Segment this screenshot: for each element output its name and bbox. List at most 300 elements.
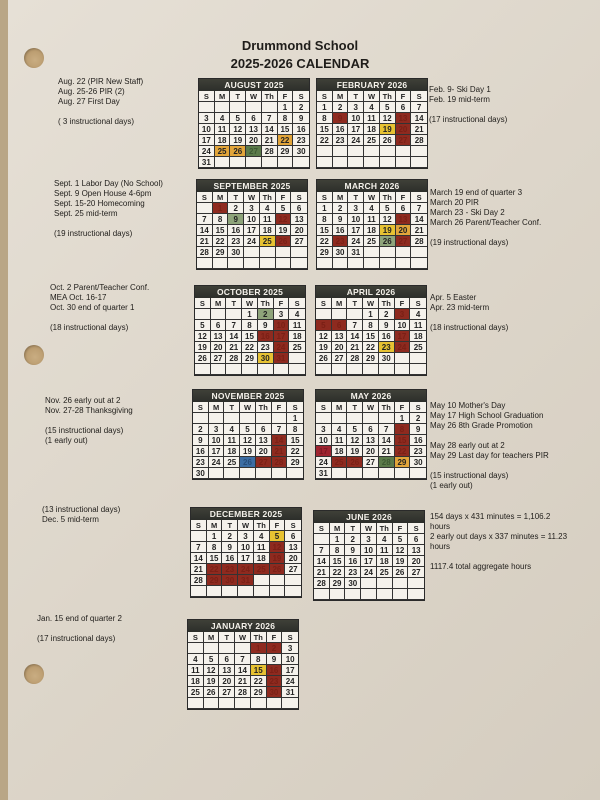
month-title: SEPTEMBER 2025 xyxy=(197,180,307,192)
notes-jun xyxy=(430,512,567,572)
note-line: Apr. 23 mid-term xyxy=(430,303,490,312)
day-cell: 9 xyxy=(410,424,426,435)
day-cell: 23 xyxy=(333,135,349,146)
day-cell: 30 xyxy=(228,247,244,258)
empty-cell xyxy=(333,258,349,269)
day-cell: 13 xyxy=(396,113,412,124)
day-cell: 29 xyxy=(363,353,379,364)
weekday-header: M xyxy=(211,298,227,309)
day-cell: 29 xyxy=(251,687,267,698)
day-cell: 19 xyxy=(276,225,292,236)
day-cell: 24 xyxy=(244,236,260,247)
day-cell: 15 xyxy=(207,553,223,564)
note-line: 2 early out days x 337 minutes = 11.23 xyxy=(430,532,568,541)
calendar-feb xyxy=(316,78,428,169)
note-line: Feb. 19 mid-term xyxy=(429,95,490,104)
day-cell: 12 xyxy=(316,331,332,342)
day-cell: 18 xyxy=(410,331,426,342)
day-cell: 26 xyxy=(195,353,211,364)
day-cell: 23 xyxy=(345,567,361,578)
empty-cell xyxy=(224,413,240,424)
day-cell: 9 xyxy=(345,545,361,556)
day-cell: 3 xyxy=(395,309,411,320)
day-cell: 28 xyxy=(314,578,330,589)
empty-cell xyxy=(380,247,396,258)
day-cell: 16 xyxy=(258,331,274,342)
empty-cell xyxy=(274,364,290,375)
weekday-header: F xyxy=(395,402,411,413)
empty-cell xyxy=(408,578,424,589)
month-title: MARCH 2026 xyxy=(317,180,427,192)
day-cell: 21 xyxy=(411,225,427,236)
empty-cell xyxy=(293,157,309,168)
day-cell: 12 xyxy=(347,435,363,446)
day-cell: 15 xyxy=(213,225,229,236)
weekday-header: W xyxy=(363,402,379,413)
empty-cell xyxy=(317,157,333,168)
day-cell: 21 xyxy=(197,236,213,247)
empty-cell xyxy=(238,586,254,597)
day-cell: 6 xyxy=(396,203,412,214)
day-cell: 21 xyxy=(235,676,251,687)
empty-cell xyxy=(207,586,223,597)
day-cell: 12 xyxy=(276,214,292,225)
day-cell: 31 xyxy=(274,353,290,364)
day-cell: 28 xyxy=(262,146,278,157)
calendar-may xyxy=(315,389,427,480)
weekday-header: W xyxy=(364,192,380,203)
month-title: DECEMBER 2025 xyxy=(191,508,301,520)
weekday-header: F xyxy=(274,298,290,309)
weekday-header: S xyxy=(411,192,427,203)
empty-cell xyxy=(314,534,330,545)
empty-cell xyxy=(364,146,380,157)
weekday-header: S xyxy=(314,523,330,534)
empty-cell xyxy=(380,146,396,157)
day-cell: 20 xyxy=(291,225,307,236)
day-cell: 18 xyxy=(289,331,305,342)
day-cell: 24 xyxy=(274,342,290,353)
empty-cell xyxy=(197,258,213,269)
day-cell: 28 xyxy=(411,135,427,146)
day-cell: 9 xyxy=(293,113,309,124)
day-cell: 1 xyxy=(330,534,346,545)
day-cell: 20 xyxy=(363,446,379,457)
weekday-header: W xyxy=(238,520,254,531)
day-cell: 13 xyxy=(396,214,412,225)
day-cell: 31 xyxy=(199,157,215,168)
day-cell: 30 xyxy=(379,353,395,364)
day-cell: 16 xyxy=(333,124,349,135)
day-cell: 23 xyxy=(228,236,244,247)
day-cell: 7 xyxy=(379,424,395,435)
day-cell: 20 xyxy=(256,446,272,457)
calendar-apr xyxy=(315,285,427,376)
note-line: May 26 8th Grade Promotion xyxy=(430,421,533,430)
day-cell: 6 xyxy=(246,113,262,124)
day-cell: 8 xyxy=(363,320,379,331)
day-cell: 13 xyxy=(256,435,272,446)
day-cell: 13 xyxy=(291,214,307,225)
day-cell: 16 xyxy=(410,435,426,446)
day-cell: 7 xyxy=(411,102,427,113)
notes-nov xyxy=(45,396,133,446)
empty-cell xyxy=(330,589,346,600)
day-cell: 16 xyxy=(267,665,283,676)
day-cell: 29 xyxy=(207,575,223,586)
empty-cell xyxy=(219,698,235,709)
day-cell: 16 xyxy=(333,225,349,236)
day-cell: 8 xyxy=(330,545,346,556)
day-cell: 2 xyxy=(333,102,349,113)
day-cell: 24 xyxy=(361,567,377,578)
note-line: 1117.4 total aggregate hours xyxy=(430,562,532,571)
note-line xyxy=(58,107,143,117)
day-cell: 30 xyxy=(345,578,361,589)
weekday-header: Th xyxy=(379,298,395,309)
calendar-mar xyxy=(316,179,428,270)
day-cell: 10 xyxy=(361,545,377,556)
day-cell: 22 xyxy=(251,676,267,687)
day-grid xyxy=(316,298,426,375)
empty-cell xyxy=(242,364,258,375)
weekday-header: S xyxy=(316,298,332,309)
day-cell: 6 xyxy=(285,531,301,542)
empty-cell xyxy=(316,309,332,320)
note-line: Jan. 15 end of quarter 2 xyxy=(37,614,122,623)
day-cell: 9 xyxy=(222,542,238,553)
weekday-header: T xyxy=(224,402,240,413)
day-cell: 6 xyxy=(332,320,348,331)
day-cell: 25 xyxy=(254,564,270,575)
day-cell: 10 xyxy=(199,124,215,135)
day-cell: 22 xyxy=(242,342,258,353)
day-cell: 22 xyxy=(287,446,303,457)
empty-cell xyxy=(411,258,427,269)
day-cell: 26 xyxy=(380,135,396,146)
calendar-jun xyxy=(313,510,425,601)
empty-cell xyxy=(240,413,256,424)
empty-cell xyxy=(408,589,424,600)
notes-dec xyxy=(42,505,120,525)
note-line: (18 instructional days) xyxy=(430,323,509,332)
day-cell: 5 xyxy=(230,113,246,124)
calendar-nov xyxy=(192,389,304,480)
day-cell: 23 xyxy=(410,446,426,457)
empty-cell xyxy=(287,468,303,479)
note-line xyxy=(430,431,549,441)
note-line: (13 instructional days) xyxy=(42,505,121,514)
day-cell: 22 xyxy=(213,236,229,247)
day-cell: 4 xyxy=(289,309,305,320)
empty-cell xyxy=(246,157,262,168)
day-cell: 8 xyxy=(213,214,229,225)
day-cell: 4 xyxy=(377,534,393,545)
day-cell: 7 xyxy=(191,542,207,553)
day-cell: 28 xyxy=(226,353,242,364)
day-cell: 6 xyxy=(256,424,272,435)
day-cell: 23 xyxy=(379,342,395,353)
empty-cell xyxy=(215,157,231,168)
weekday-header: M xyxy=(215,91,231,102)
day-cell: 6 xyxy=(363,424,379,435)
day-cell: 7 xyxy=(314,545,330,556)
day-cell: 3 xyxy=(209,424,225,435)
empty-cell xyxy=(285,575,301,586)
weekday-header: Th xyxy=(258,298,274,309)
empty-cell xyxy=(396,157,412,168)
day-grid xyxy=(199,91,309,168)
day-cell: 2 xyxy=(333,203,349,214)
empty-cell xyxy=(317,258,333,269)
note-line: ( 3 instructional days) xyxy=(58,117,135,126)
notes-aug xyxy=(58,77,143,127)
empty-cell xyxy=(347,309,363,320)
empty-cell xyxy=(251,698,267,709)
weekday-header: S xyxy=(316,402,332,413)
day-cell: 18 xyxy=(377,556,393,567)
day-cell: 26 xyxy=(270,564,286,575)
weekday-header: T xyxy=(347,298,363,309)
empty-cell xyxy=(291,258,307,269)
empty-cell xyxy=(289,364,305,375)
day-cell: 28 xyxy=(411,236,427,247)
day-cell: 11 xyxy=(260,214,276,225)
day-cell: 2 xyxy=(293,102,309,113)
note-line: 154 days x 431 minutes = 1,106.2 xyxy=(430,512,551,521)
weekday-header: W xyxy=(361,523,377,534)
month-title: FEBRUARY 2026 xyxy=(317,79,427,91)
empty-cell xyxy=(395,364,411,375)
day-cell: 23 xyxy=(222,564,238,575)
day-cell: 10 xyxy=(316,435,332,446)
note-line: (15 instructional days) xyxy=(430,471,509,480)
note-line: Apr. 5 Easter xyxy=(430,293,477,302)
day-cell: 21 xyxy=(191,564,207,575)
empty-cell xyxy=(363,468,379,479)
day-cell: 18 xyxy=(260,225,276,236)
day-cell: 2 xyxy=(222,531,238,542)
day-cell: 20 xyxy=(285,553,301,564)
empty-cell xyxy=(215,102,231,113)
day-cell: 15 xyxy=(242,331,258,342)
calendar-title: 2025-2026 CALENDAR xyxy=(230,56,370,71)
weekday-header: S xyxy=(317,192,333,203)
day-cell: 31 xyxy=(282,687,298,698)
weekday-header: T xyxy=(230,91,246,102)
empty-cell xyxy=(226,364,242,375)
day-cell: 17 xyxy=(238,553,254,564)
weekday-header: W xyxy=(244,192,260,203)
day-cell: 10 xyxy=(282,654,298,665)
day-cell: 8 xyxy=(287,424,303,435)
day-cell: 3 xyxy=(274,309,290,320)
weekday-header: S xyxy=(191,520,207,531)
day-cell: 11 xyxy=(289,320,305,331)
day-cell: 31 xyxy=(316,468,332,479)
day-cell: 9 xyxy=(333,113,349,124)
empty-cell xyxy=(285,586,301,597)
empty-cell xyxy=(377,578,393,589)
day-cell: 3 xyxy=(199,113,215,124)
empty-cell xyxy=(380,258,396,269)
day-cell: 3 xyxy=(282,643,298,654)
month-title: JANUARY 2026 xyxy=(188,620,298,632)
notes-may xyxy=(430,401,549,491)
day-cell: 4 xyxy=(364,102,380,113)
day-cell: 1 xyxy=(251,643,267,654)
weekday-header: Th xyxy=(377,523,393,534)
day-cell: 17 xyxy=(316,446,332,457)
day-cell: 5 xyxy=(380,203,396,214)
day-cell: 1 xyxy=(207,531,223,542)
day-cell: 5 xyxy=(240,424,256,435)
day-cell: 25 xyxy=(188,687,204,698)
empty-cell xyxy=(410,353,426,364)
empty-cell xyxy=(291,247,307,258)
weekday-header: F xyxy=(396,91,412,102)
day-cell: 1 xyxy=(363,309,379,320)
notes-jan xyxy=(37,614,122,644)
weekday-header: T xyxy=(347,402,363,413)
day-cell: 28 xyxy=(191,575,207,586)
day-cell: 11 xyxy=(332,435,348,446)
empty-cell xyxy=(377,589,393,600)
day-cell: 27 xyxy=(285,564,301,575)
day-cell: 17 xyxy=(395,331,411,342)
weekday-header: W xyxy=(364,91,380,102)
day-grid xyxy=(317,192,427,269)
day-cell: 26 xyxy=(380,236,396,247)
weekday-header: Th xyxy=(380,91,396,102)
empty-cell xyxy=(235,643,251,654)
empty-cell xyxy=(410,468,426,479)
day-cell: 18 xyxy=(332,446,348,457)
day-cell: 1 xyxy=(317,102,333,113)
weekday-header: S xyxy=(411,91,427,102)
day-cell: 7 xyxy=(272,424,288,435)
note-line: Nov. 26 early out at 2 xyxy=(45,396,121,405)
weekday-header: T xyxy=(348,91,364,102)
day-grid xyxy=(197,192,307,269)
day-cell: 4 xyxy=(188,654,204,665)
day-cell: 10 xyxy=(238,542,254,553)
day-cell: 10 xyxy=(274,320,290,331)
day-cell: 26 xyxy=(393,567,409,578)
empty-cell xyxy=(332,309,348,320)
day-cell: 4 xyxy=(254,531,270,542)
calendar-dec xyxy=(190,507,302,598)
empty-cell xyxy=(262,157,278,168)
day-cell: 18 xyxy=(364,225,380,236)
day-cell: 7 xyxy=(262,113,278,124)
day-cell: 23 xyxy=(267,676,283,687)
weekday-header: W xyxy=(242,298,258,309)
day-cell: 12 xyxy=(204,665,220,676)
month-title: APRIL 2026 xyxy=(316,286,426,298)
day-cell: 11 xyxy=(364,214,380,225)
weekday-header: S xyxy=(282,632,298,643)
day-cell: 13 xyxy=(211,331,227,342)
empty-cell xyxy=(276,247,292,258)
day-grid xyxy=(195,298,305,375)
note-line: Aug. 25-26 PIR (2) xyxy=(58,87,125,96)
day-cell: 8 xyxy=(317,113,333,124)
day-cell: 12 xyxy=(230,124,246,135)
empty-cell xyxy=(270,575,286,586)
day-cell: 23 xyxy=(193,457,209,468)
day-cell: 11 xyxy=(188,665,204,676)
empty-cell xyxy=(289,353,305,364)
day-cell: 1 xyxy=(317,203,333,214)
empty-cell xyxy=(348,146,364,157)
day-cell: 18 xyxy=(215,135,231,146)
day-cell: 18 xyxy=(254,553,270,564)
day-grid xyxy=(188,632,298,709)
day-cell: 30 xyxy=(333,247,349,258)
weekday-header: M xyxy=(204,632,220,643)
weekday-header: M xyxy=(213,192,229,203)
empty-cell xyxy=(213,258,229,269)
day-cell: 17 xyxy=(282,665,298,676)
day-cell: 24 xyxy=(199,146,215,157)
binder-hole-middle xyxy=(24,345,44,365)
day-cell: 9 xyxy=(267,654,283,665)
day-cell: 14 xyxy=(197,225,213,236)
note-line: Aug. 27 First Day xyxy=(58,97,120,106)
day-cell: 5 xyxy=(393,534,409,545)
note-line: May 10 Mother's Day xyxy=(430,401,506,410)
day-cell: 7 xyxy=(235,654,251,665)
day-cell: 17 xyxy=(209,446,225,457)
day-cell: 11 xyxy=(215,124,231,135)
day-cell: 26 xyxy=(347,457,363,468)
empty-cell xyxy=(395,468,411,479)
day-cell: 26 xyxy=(230,146,246,157)
weekday-header: Th xyxy=(251,632,267,643)
empty-cell xyxy=(267,698,283,709)
day-cell: 12 xyxy=(380,113,396,124)
day-cell: 27 xyxy=(256,457,272,468)
note-line: May 28 early out at 2 xyxy=(430,441,505,450)
day-cell: 25 xyxy=(260,236,276,247)
note-line: Aug. 22 (PIR New Staff) xyxy=(58,77,144,86)
empty-cell xyxy=(347,364,363,375)
weekday-header: T xyxy=(222,520,238,531)
empty-cell xyxy=(396,247,412,258)
day-cell: 19 xyxy=(230,135,246,146)
weekday-header: T xyxy=(228,192,244,203)
day-cell: 5 xyxy=(316,320,332,331)
day-cell: 23 xyxy=(258,342,274,353)
day-cell: 14 xyxy=(411,113,427,124)
paper-edge xyxy=(0,0,8,800)
day-cell: 30 xyxy=(267,687,283,698)
empty-cell xyxy=(379,364,395,375)
day-cell: 15 xyxy=(330,556,346,567)
weekday-header: S xyxy=(410,402,426,413)
day-cell: 12 xyxy=(195,331,211,342)
weekday-header: S xyxy=(293,91,309,102)
day-cell: 27 xyxy=(408,567,424,578)
empty-cell xyxy=(246,102,262,113)
weekday-header: S xyxy=(410,298,426,309)
note-line xyxy=(429,105,507,115)
empty-cell xyxy=(262,102,278,113)
day-cell: 11 xyxy=(410,320,426,331)
day-cell: 11 xyxy=(364,113,380,124)
day-cell: 26 xyxy=(240,457,256,468)
